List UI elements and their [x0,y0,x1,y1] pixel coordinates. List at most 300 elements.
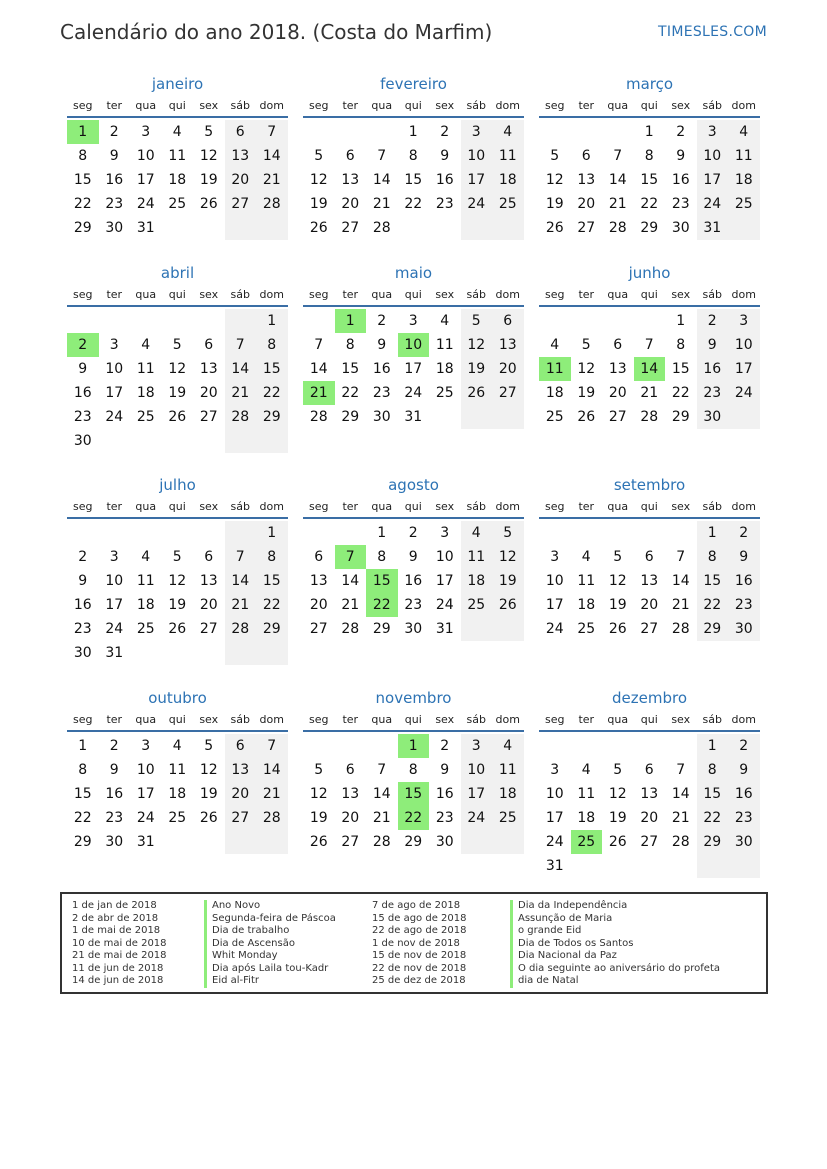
legend-holiday-name: o grande Eid [510,925,720,938]
day-cell: 26 [309,834,328,850]
weekday-header [539,285,760,307]
day-cell: 15 [256,569,288,593]
holiday-legend [60,892,768,994]
day-cell: 28 [608,220,627,236]
day-cell: 6 [345,148,355,164]
legend-date: 21 de mai de 2018 [72,950,167,961]
day-cell: 25 [435,385,454,401]
weekday-label: qui [168,99,186,112]
weekday-label: ter [578,713,595,726]
day-cell: 10 [545,573,564,589]
day-cell: 25 [545,409,564,425]
legend-names-2 [510,900,720,988]
day-cell: 28 [640,409,659,425]
empty-cell [539,734,571,758]
weekday-header [303,710,524,732]
empty-cell [492,216,524,240]
month-name: março [625,75,674,93]
day-cell: 27 [225,806,257,830]
day-cell: 14 [608,172,627,188]
day-cell: 21 [640,385,659,401]
weekday-label: seg [545,288,565,301]
day-cell: 28 [309,409,328,425]
day-cell: 2 [728,734,760,758]
weekday-label: qua [607,99,629,112]
day-cell: 7 [256,734,288,758]
weekday-label: dom [731,99,756,112]
day-cell: 12 [608,786,627,802]
day-cell: 12 [309,172,328,188]
day-cell: 8 [256,545,288,569]
weekday-label: ter [106,500,123,513]
day-cell: 6 [225,734,257,758]
weekday-label: sex [435,713,455,726]
day-cell: 22 [256,381,288,405]
day-cell: 10 [435,549,454,565]
weekday-header [67,497,288,519]
weekday-label: sex [671,500,691,513]
legend-date: 11 de jun de 2018 [72,962,164,974]
day-cell: 17 [728,357,760,381]
empty-cell [335,120,367,144]
day-cell: 9 [440,148,450,164]
legend-holiday-name: dia de Natal [510,975,720,988]
day-cell: 29 [697,617,729,641]
day-cell: 15 [640,172,659,188]
day-cell: 17 [404,361,423,377]
day-cell: 17 [105,597,124,613]
day-cell: 29 [256,617,288,641]
day-cell: 8 [676,337,686,353]
day-cell: 26 [461,381,493,405]
legend-holiday-name: Dia da Independência [510,900,720,913]
legend-holiday-name: O dia seguinte ao aniversário do profeta [510,963,720,976]
weekday-label: qui [640,288,658,301]
weekday-label: sex [199,500,219,513]
weekday-label: qui [640,713,658,726]
empty-cell [366,734,398,758]
weekday-label: sáb [702,99,722,112]
day-cell: 8 [697,758,729,782]
day-cell: 14 [372,786,391,802]
empty-cell [461,617,493,641]
empty-cell [571,854,603,878]
day-cell: 8 [408,148,418,164]
weekday-label: qua [607,713,629,726]
day-cell: 3 [440,525,450,541]
day-cell: 11 [168,762,187,778]
day-cell: 10 [136,762,155,778]
legend-date: 22 de nov de 2018 [372,962,467,974]
day-cell: 21 [608,196,627,212]
legend-holiday-name: Assunção de Maria [510,913,720,926]
day-cell: 5 [314,148,324,164]
empty-cell [571,734,603,758]
day-cell: 21 [256,782,288,806]
day-cell: 13 [341,172,360,188]
day-cell: 12 [492,545,524,569]
weekday-label: qua [135,99,157,112]
day-cell: 26 [608,834,627,850]
day-cell: 4 [492,734,524,758]
day-cell: 26 [199,196,218,212]
day-cell: 25 [728,192,760,216]
day-cell: 4 [172,124,182,140]
day-cell: 30 [671,220,690,236]
day-cell: 5 [204,738,214,754]
holiday-day-cell: 7 [335,545,367,569]
day-cell: 4 [141,337,151,353]
day-cell: 24 [435,597,454,613]
day-cell: 29 [671,409,690,425]
day-cell: 8 [78,148,88,164]
day-cell: 1 [256,309,288,333]
day-cell: 17 [105,385,124,401]
day-grid [67,309,288,453]
day-cell: 3 [461,734,493,758]
day-cell: 20 [640,810,659,826]
day-cell: 2 [697,309,729,333]
day-cell: 3 [550,762,560,778]
weekday-label: sáb [702,500,722,513]
day-cell: 9 [676,148,686,164]
weekday-label: seg [545,99,565,112]
day-cell: 28 [225,617,257,641]
day-cell: 7 [225,545,257,569]
weekday-label: ter [342,288,359,301]
day-cell: 3 [728,309,760,333]
empty-cell [99,429,131,453]
day-cell: 12 [461,333,493,357]
weekday-label: sáb [466,713,486,726]
day-cell: 18 [136,385,155,401]
empty-cell [665,854,697,878]
weekday-label: sáb [702,288,722,301]
weekday-header [303,285,524,307]
day-cell: 17 [136,786,155,802]
day-cell: 11 [168,148,187,164]
day-cell: 29 [640,220,659,236]
day-cell: 6 [204,549,214,565]
empty-cell [303,734,335,758]
day-cell: 12 [545,172,564,188]
day-cell: 25 [136,621,155,637]
day-cell: 10 [136,148,155,164]
day-cell: 19 [608,597,627,613]
day-cell: 10 [545,786,564,802]
weekday-label: dom [731,500,756,513]
day-cell: 22 [404,196,423,212]
day-cell: 23 [73,409,92,425]
day-cell: 26 [545,220,564,236]
empty-cell [162,830,194,854]
month-name: setembro [613,476,686,494]
day-cell: 4 [550,337,560,353]
weekday-label: qua [607,500,629,513]
day-cell: 13 [341,786,360,802]
empty-cell [130,641,162,665]
empty-cell [225,641,257,665]
day-cell: 6 [492,309,524,333]
day-grid [303,309,524,429]
empty-cell [225,429,257,453]
legend-date: 2 de abr de 2018 [72,912,159,924]
day-cell: 14 [309,361,328,377]
day-cell: 17 [136,172,155,188]
day-cell: 15 [256,357,288,381]
day-cell: 19 [309,810,328,826]
day-cell: 31 [404,409,423,425]
day-cell: 1 [377,525,387,541]
weekday-label: sáb [466,500,486,513]
day-cell: 17 [461,168,493,192]
day-cell: 24 [545,621,564,637]
day-cell: 7 [377,148,387,164]
day-cell: 8 [644,148,654,164]
day-cell: 24 [545,834,564,850]
day-cell: 1 [256,521,288,545]
day-cell: 29 [73,220,92,236]
day-cell: 20 [225,168,257,192]
day-cell: 14 [225,569,257,593]
empty-cell [99,309,131,333]
weekday-header [67,285,288,307]
day-cell: 29 [404,834,423,850]
empty-cell [461,830,493,854]
day-cell: 20 [341,810,360,826]
legend-date: 14 de jun de 2018 [72,975,164,986]
day-cell: 6 [613,337,623,353]
weekday-label: seg [73,713,93,726]
weekday-label: seg [73,500,93,513]
day-cell: 27 [640,621,659,637]
day-cell: 13 [640,573,659,589]
day-cell: 24 [697,192,729,216]
day-cell: 10 [105,361,124,377]
day-cell: 12 [199,148,218,164]
day-cell: 18 [577,597,596,613]
empty-cell [256,641,288,665]
brand-link[interactable]: TIMESLES.COM [658,24,767,40]
month-2 [303,72,524,240]
day-cell: 24 [404,385,423,401]
day-cell: 16 [435,786,454,802]
day-cell: 28 [256,192,288,216]
day-cell: 14 [256,758,288,782]
month-1 [67,72,288,240]
day-cell: 13 [309,573,328,589]
day-cell: 4 [581,549,591,565]
weekday-label: sáb [230,288,250,301]
day-cell: 24 [136,810,155,826]
weekday-label: ter [106,99,123,112]
day-cell: 30 [73,433,92,449]
day-cell: 5 [461,309,493,333]
day-cell: 24 [728,381,760,405]
weekday-label: dom [259,500,284,513]
day-cell: 22 [256,593,288,617]
holiday-day-cell: 1 [67,120,99,144]
day-cell: 2 [440,738,450,754]
weekday-label: seg [309,500,329,513]
day-cell: 26 [168,409,187,425]
day-cell: 28 [372,220,391,236]
weekday-label: dom [495,713,520,726]
day-cell: 8 [697,545,729,569]
day-cell: 9 [440,762,450,778]
weekday-label: sex [435,500,455,513]
legend-date: 1 de nov de 2018 [372,937,460,949]
weekday-label: qui [168,288,186,301]
weekday-label: seg [309,99,329,112]
day-cell: 18 [168,172,187,188]
legend-holiday-name: Segunda-feira de Páscoa [204,913,336,926]
empty-cell [461,216,493,240]
day-grid [539,734,760,878]
day-cell: 16 [105,786,124,802]
day-cell: 6 [345,762,355,778]
day-cell: 7 [314,337,324,353]
day-cell: 16 [404,573,423,589]
day-cell: 3 [697,120,729,144]
month-4 [67,261,288,453]
legend-holiday-name: Eid al-Fitr [204,975,336,988]
day-cell: 25 [492,806,524,830]
day-cell: 7 [225,333,257,357]
day-cell: 25 [168,196,187,212]
day-cell: 16 [728,782,760,806]
day-cell: 23 [372,385,391,401]
day-cell: 7 [613,148,623,164]
day-cell: 19 [199,172,218,188]
day-cell: 29 [341,409,360,425]
day-cell: 3 [141,124,151,140]
weekday-label: qua [135,288,157,301]
day-cell: 15 [697,782,729,806]
day-cell: 23 [105,810,124,826]
weekday-label: ter [342,713,359,726]
day-cell: 4 [581,762,591,778]
day-cell: 4 [728,120,760,144]
empty-cell [162,641,194,665]
day-cell: 21 [256,168,288,192]
weekday-label: ter [578,500,595,513]
day-cell: 22 [697,593,729,617]
weekday-label: sáb [230,713,250,726]
day-cell: 17 [545,597,564,613]
legend-holiday-name: Dia Nacional da Paz [510,950,720,963]
day-cell: 2 [440,124,450,140]
day-cell: 10 [461,758,493,782]
day-cell: 28 [671,834,690,850]
day-cell: 9 [109,148,119,164]
weekday-label: qui [404,500,422,513]
weekday-label: sex [199,288,219,301]
day-cell: 12 [608,573,627,589]
day-cell: 16 [671,172,690,188]
day-cell: 2 [408,525,418,541]
day-cell: 11 [577,786,596,802]
weekday-header [67,710,288,732]
day-cell: 16 [73,385,92,401]
empty-cell [728,216,760,240]
weekday-label: dom [495,500,520,513]
day-cell: 18 [461,569,493,593]
weekday-label: qui [404,713,422,726]
day-cell: 10 [461,144,493,168]
day-cell: 1 [78,738,88,754]
empty-cell [303,309,335,333]
day-cell: 1 [697,734,729,758]
empty-cell [366,120,398,144]
day-cell: 28 [671,621,690,637]
day-cell: 5 [314,762,324,778]
day-cell: 26 [199,810,218,826]
day-cell: 15 [341,361,360,377]
month-9 [539,473,760,641]
empty-cell [571,309,603,333]
empty-cell [539,521,571,545]
day-cell: 24 [136,196,155,212]
day-cell: 21 [372,810,391,826]
day-cell: 29 [372,621,391,637]
legend-holiday-name: Dia de Todos os Santos [510,938,720,951]
day-cell: 20 [608,385,627,401]
day-cell: 29 [73,834,92,850]
day-cell: 6 [225,120,257,144]
month-6 [539,261,760,429]
weekday-label: qua [135,713,157,726]
day-cell: 13 [225,144,257,168]
day-cell: 5 [581,337,591,353]
day-cell: 9 [78,361,88,377]
day-cell: 14 [256,144,288,168]
weekday-label: dom [259,99,284,112]
day-cell: 27 [492,381,524,405]
day-cell: 5 [172,549,182,565]
day-cell: 24 [105,621,124,637]
empty-cell [162,429,194,453]
day-cell: 31 [545,858,564,874]
empty-cell [256,216,288,240]
holiday-day-cell: 22 [366,593,398,617]
empty-cell [697,854,729,878]
day-cell: 1 [408,124,418,140]
day-cell: 28 [341,621,360,637]
day-cell: 19 [577,385,596,401]
day-cell: 16 [73,597,92,613]
day-grid [67,734,288,854]
page-title: Calendário do ano 2018. (Costa do Marfim) [60,20,493,44]
day-cell: 17 [545,810,564,826]
empty-cell [571,521,603,545]
day-cell: 31 [105,645,124,661]
empty-cell [193,830,225,854]
weekday-label: qui [404,288,422,301]
day-cell: 18 [577,810,596,826]
day-cell: 30 [105,834,124,850]
day-cell: 2 [109,738,119,754]
weekday-label: dom [731,713,756,726]
day-cell: 7 [377,762,387,778]
day-cell: 27 [577,220,596,236]
weekday-label: seg [309,713,329,726]
weekday-label: dom [259,713,284,726]
day-cell: 18 [435,361,454,377]
empty-cell [256,429,288,453]
day-grid [303,521,524,641]
day-cell: 20 [309,597,328,613]
